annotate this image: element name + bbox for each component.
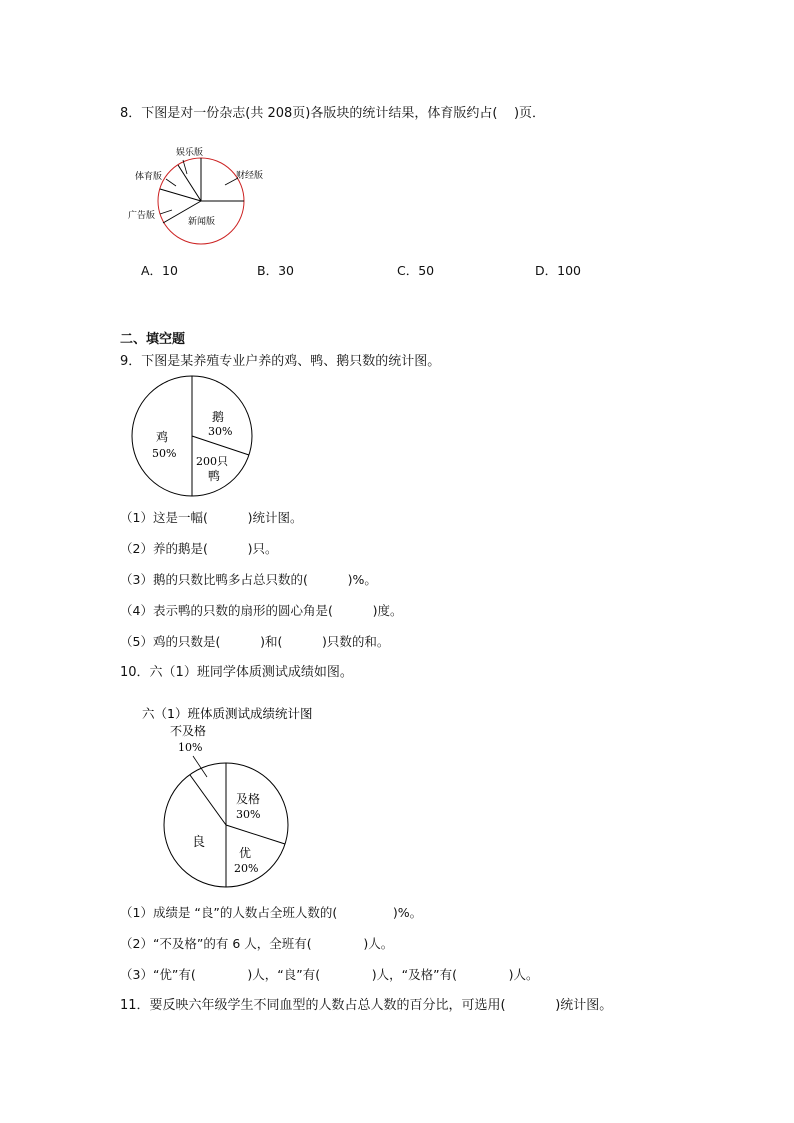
- q9-sub-3: （3）鹅的只数比鸭多占总只数的( )%。: [120, 572, 377, 587]
- label-sports: 体育版: [135, 172, 163, 182]
- label-finance: 财经版: [236, 171, 264, 181]
- q9-sub-5: （5）鸡的只数是( )和( )只数的和。: [120, 634, 390, 649]
- q9-sub-4: （4）表示鸭的只数的扇形的圆心角是( )度。: [120, 603, 403, 618]
- q10-sub-3: （3）“优”有( )人，“良”有( )人，“及格”有( )人。: [120, 967, 539, 982]
- label-excellent: 优: [239, 846, 252, 860]
- question-11-text: 11．要反映六年级学生不同血型的人数占总人数的百分比，可选用( )统计图。: [120, 998, 613, 1013]
- section-title: 二、填空题: [120, 332, 186, 347]
- label-ads: 广告版: [128, 211, 156, 221]
- label-good: 良: [192, 835, 206, 850]
- q10-sub-2: （2）“不及格”的有 6 人，全班有( )人。: [120, 936, 394, 951]
- question-9-text: 9．下图是某养殖专业户养的鸡、鸭、鹅只数的统计图。: [120, 354, 441, 369]
- label-excellent-pct: 20%: [234, 862, 259, 875]
- label-goose-pct: 30%: [208, 425, 233, 438]
- label-pass: 及格: [236, 792, 261, 806]
- q10-pie-chart: [130, 700, 350, 892]
- option-c[interactable]: C．50: [397, 263, 435, 278]
- label-fail-pct: 10%: [178, 741, 203, 754]
- option-a[interactable]: A．10: [141, 263, 178, 278]
- label-entertainment: 娱乐版: [176, 148, 204, 158]
- question-8-text: 8．下图是对一份杂志(共 208页)各版块的统计结果，体育版约占( )页．: [120, 106, 546, 121]
- label-pass-pct: 30%: [236, 808, 261, 821]
- label-news: 新闻版: [188, 217, 216, 227]
- question-10-text: 10．六（1）班同学体质测试成绩如图。: [120, 665, 353, 680]
- option-b[interactable]: B．30: [257, 263, 294, 278]
- option-d[interactable]: D．100: [535, 263, 581, 278]
- label-duck-count: 200只: [196, 455, 228, 468]
- label-chicken: 鸡: [156, 430, 169, 444]
- label-duck: 鸭: [208, 469, 221, 483]
- label-fail: 不及格: [170, 724, 207, 738]
- label-chicken-pct: 50%: [152, 447, 177, 460]
- q9-sub-2: （2）养的鹅是( )只。: [120, 541, 278, 556]
- q9-sub-1: （1）这是一幅( )统计图。: [120, 510, 303, 525]
- q9-pie-chart: [128, 374, 258, 504]
- label-goose: 鹅: [212, 410, 225, 424]
- q8-pie-chart: [120, 138, 300, 248]
- q10-sub-1: （1）成绩是 “良”的人数占全班人数的( )%。: [120, 905, 423, 920]
- chart-title: 六（1）班体质测试成绩统计图: [142, 706, 313, 721]
